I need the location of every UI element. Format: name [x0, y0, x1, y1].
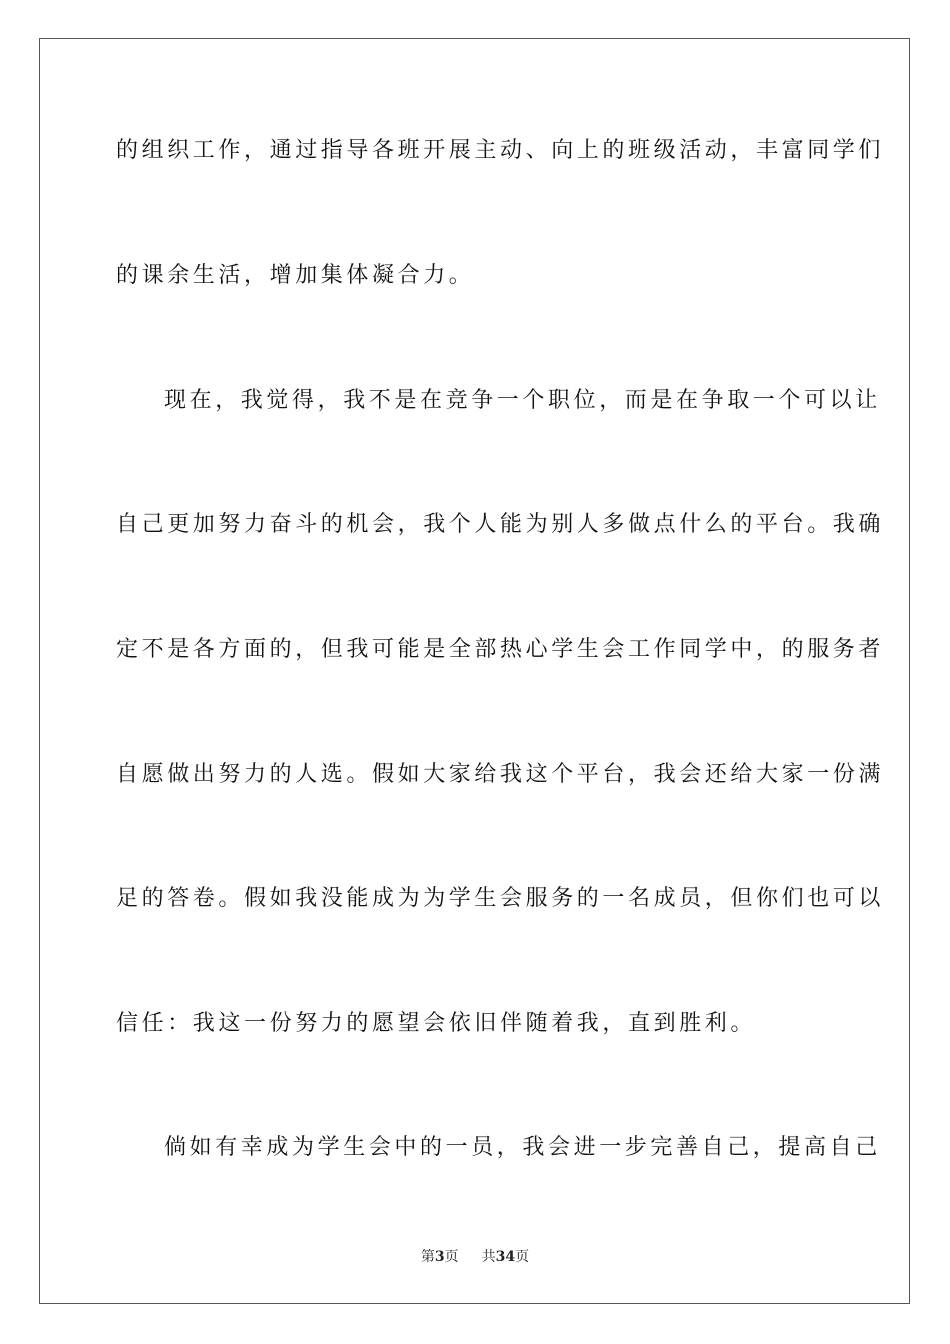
total-pages-indicator: [482, 1249, 529, 1265]
paragraph-start-line: 现在，我觉得，我不是在竞争一个职位，而是在争取一个可以让: [164, 388, 881, 413]
page-footer: [0, 1248, 950, 1266]
page-indicator: [421, 1249, 463, 1265]
body-text-line: 足的答卷。假如我没能成为为学生会服务的一名成员，但你们也可以: [116, 886, 885, 911]
total-page-count: 34: [495, 1249, 516, 1265]
body-text-line: 的课余生活，增加集体凝合力。: [116, 263, 475, 288]
total-suffix: 页: [515, 1249, 530, 1265]
body-text-line: 自己更加努力奋斗的机会，我个人能为别人多做点什么的平台。我确: [116, 512, 885, 537]
total-prefix: 共: [481, 1249, 496, 1265]
body-text-line: 信任：我这一份努力的愿望会依旧伴随着我，直到胜利。: [116, 1011, 757, 1036]
body-text-line: 定不是各方面的，但我可能是全部热心学生会工作同学中，的服务者: [116, 637, 885, 662]
body-text-line: 的组织工作，通过指导各班开展主动、向上的班级活动，丰富同学们: [116, 138, 885, 163]
paragraph-start-line: 倘如有幸成为学生会中的一员，我会进一步完善自己，提高自己: [164, 1135, 881, 1160]
current-page-number: 3: [434, 1249, 445, 1265]
page-border: [39, 38, 910, 1304]
page-prefix: 第: [420, 1249, 435, 1265]
body-text-line: 自愿做出努力的人选。假如大家给我这个平台，我会还给大家一份满: [116, 762, 885, 787]
page-suffix: 页: [444, 1249, 459, 1265]
